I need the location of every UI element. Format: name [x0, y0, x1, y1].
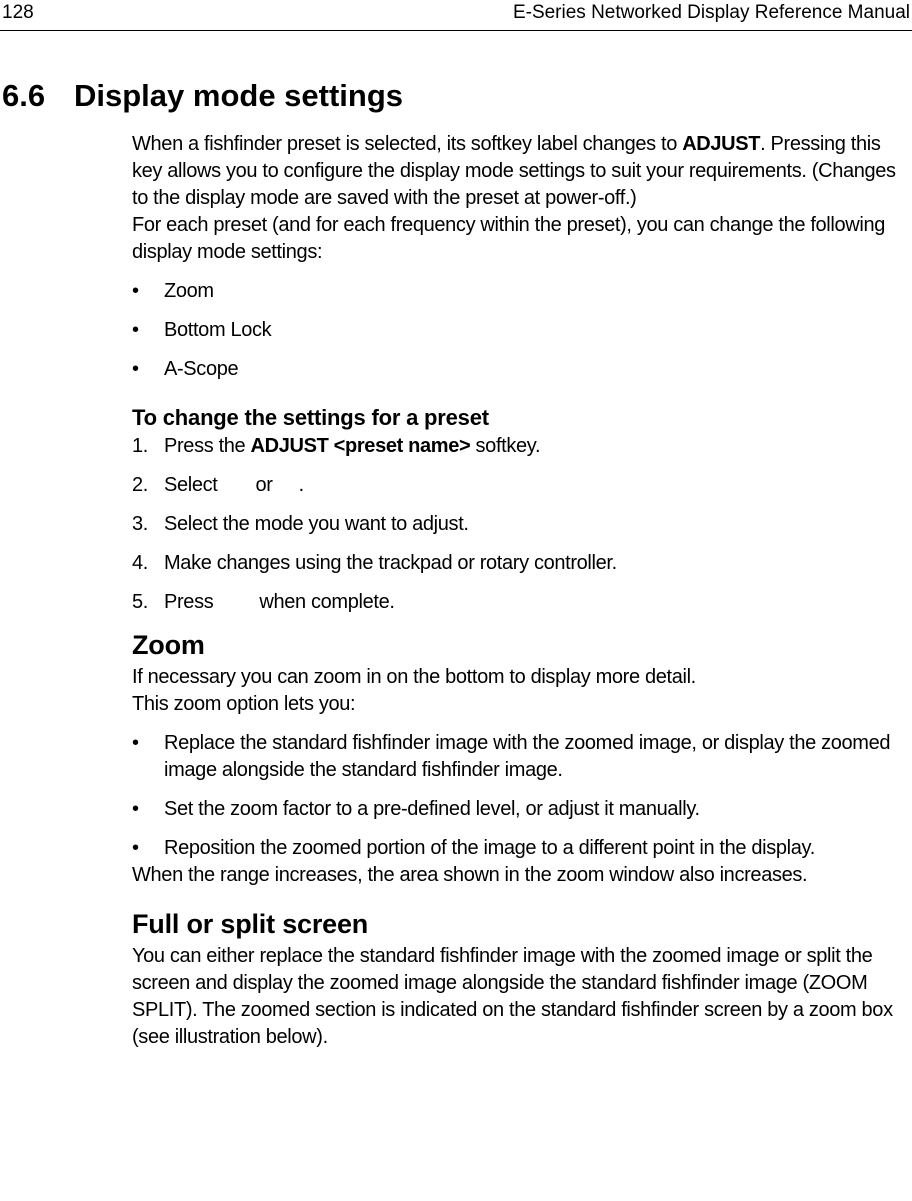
step-number: 2. — [132, 474, 148, 496]
intro-paragraph-2: For each preset (and for each frequency within the preset), you can change the following display mode settings: — [132, 214, 885, 263]
page-number: 128 — [2, 2, 34, 23]
step-1 — [132, 433, 910, 460]
procedure-steps — [132, 433, 910, 616]
step-number: 4. — [132, 552, 148, 574]
settings-list — [132, 278, 910, 383]
zoom-paragraph-1: If necessary you can zoom in on the bottom to display more detail. — [132, 666, 696, 688]
section-number: 6.6 — [2, 78, 46, 113]
step-text: Press the — [164, 435, 251, 457]
section-title-text: Display mode settings — [74, 78, 404, 113]
list-item: • Bottom Lock — [132, 317, 910, 344]
step-number: 1. — [132, 435, 148, 457]
list-item: • Set the zoom factor to a pre-defined level, or adjust it manually. — [132, 796, 910, 823]
zoom-paragraph-2: This zoom option lets you: — [132, 693, 356, 715]
step-2 — [132, 472, 910, 499]
step-3 — [132, 511, 910, 538]
step-number: 3. — [132, 513, 148, 535]
zoom-paragraph-3: When the range increases, the area shown in the zoom window also increases. — [132, 864, 808, 886]
list-item: • Zoom — [132, 278, 910, 305]
step-text: Select — [164, 474, 218, 496]
full-split-paragraph: You can either replace the standard fishfinder image with the zoomed image or split the screen and display the zoomed image alongside the standard fishfinder image (ZOOM SPLIT). The zoomed section is indicated on the standard fishfinder screen by a zoom box (see illustration below). — [132, 945, 893, 1048]
intro-paragraph-1 — [132, 131, 910, 212]
step-text: Press — [164, 591, 214, 613]
step-5 — [132, 589, 910, 616]
step-text: softkey. — [470, 435, 541, 457]
list-item: • Reposition the zoomed portion of the image to a different point in the display. — [132, 835, 910, 862]
zoom-options-list — [132, 730, 910, 862]
manual-title: E-Series Networked Display Reference Manual — [512, 2, 910, 23]
adjust-preset-softkey: ADJUST <preset name> — [250, 435, 471, 457]
list-item: • A-Scope — [132, 356, 910, 383]
step-4 — [132, 550, 910, 577]
list-item: • Replace the standard fishfinder image with the zoomed image, or display the zoomed image alongside the standard fishfinder image. — [132, 730, 910, 784]
step-text: . — [298, 474, 304, 496]
step-text: or — [255, 474, 273, 496]
intro-text-1: When a fishfinder preset is selected, its softkey label changes to — [132, 133, 683, 155]
full-split-heading: Full or split screen — [132, 909, 369, 939]
step-text: Select the mode you want to adjust. — [164, 513, 469, 535]
page-header — [0, 0, 912, 31]
step-text: when complete. — [259, 591, 395, 613]
intro-text-2: . Pressing this key allows you to configure the display mode settings to suit your requirements. (Changes to the display mode are saved with the preset at power-off.) — [132, 133, 896, 209]
adjust-softkey-label: ADJUST — [682, 133, 761, 155]
procedure-heading: To change the settings for a preset — [132, 405, 489, 430]
step-text: Make changes using the trackpad or rotary controller. — [164, 552, 617, 574]
zoom-heading: Zoom — [132, 630, 205, 660]
page-content — [132, 131, 910, 1051]
step-number: 5. — [132, 591, 148, 613]
section-title — [2, 76, 403, 116]
